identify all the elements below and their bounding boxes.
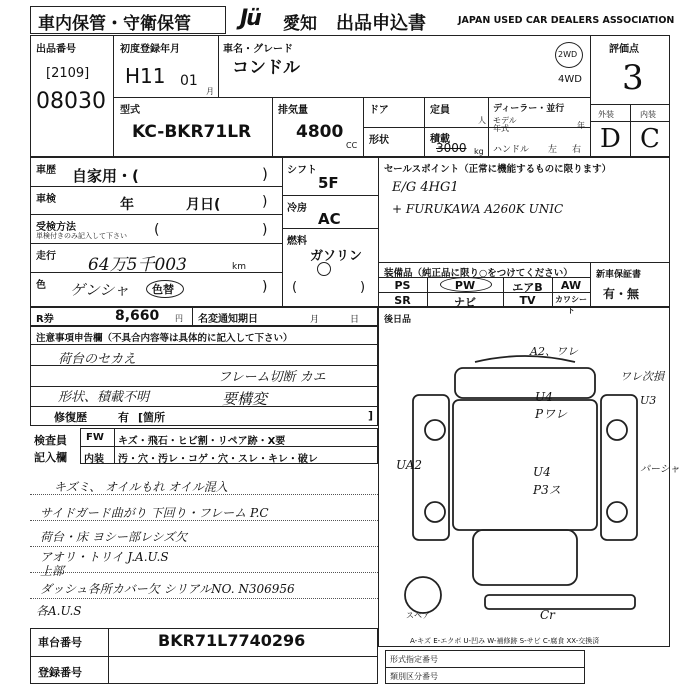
color-close: ) bbox=[262, 279, 268, 295]
repair-label: 修復歴 bbox=[54, 411, 87, 424]
handle-right: 右 bbox=[572, 145, 582, 155]
grade-score: 3 bbox=[622, 58, 644, 98]
diag-spare: スペア bbox=[406, 611, 430, 620]
diag-bottom-mark: Cr bbox=[540, 608, 555, 622]
bottom-bar bbox=[485, 595, 635, 609]
bed-outline bbox=[453, 400, 597, 530]
shift-label: シフト bbox=[287, 165, 317, 176]
fuel-close: ) bbox=[360, 280, 366, 295]
note-2: フレーム切断 カエ bbox=[218, 370, 326, 385]
interior-row-label: 内装 bbox=[84, 454, 104, 465]
equip-pw-circle bbox=[440, 277, 492, 292]
repair-close: ] bbox=[368, 409, 374, 422]
shape-label: 形状 bbox=[369, 135, 389, 146]
model-name: コンドル bbox=[232, 58, 300, 78]
capacity-unit: 人 bbox=[478, 116, 486, 125]
hand-line-6: ダッシュ各所カバー欠 シリアルNO. N306956 bbox=[40, 582, 295, 596]
lot-number: 08030 bbox=[36, 89, 106, 114]
history-close: ) bbox=[262, 165, 268, 183]
notes-label: 注意事項申告欄（不具合内容等は具体的に記入して下さい） bbox=[36, 333, 293, 344]
repair-value: 有 bbox=[118, 411, 129, 424]
right-side bbox=[601, 395, 637, 540]
cab-outline bbox=[455, 368, 595, 398]
equip-pw: PW bbox=[454, 279, 476, 292]
shift-value: 5F bbox=[318, 174, 339, 192]
dealer-label: ディーラー・並行 bbox=[493, 104, 565, 114]
warranty-label: 新車保証書 bbox=[596, 270, 642, 280]
chassis-value: BKR71L7740296 bbox=[158, 631, 306, 650]
price-label: R券 bbox=[36, 314, 54, 325]
diag-legend: A-キズ E-エクボ U-凹み W-補修跡 S-サビ C-腐食 XX-交換済 bbox=[410, 637, 600, 645]
year-unit: 年 bbox=[577, 121, 585, 130]
registration-label: 初度登録年月 bbox=[120, 44, 180, 55]
expiry-month: 月 bbox=[310, 315, 320, 325]
doors-label: ドア bbox=[369, 105, 389, 116]
wheel-rr bbox=[607, 502, 627, 522]
diag-side-right: パーシャ bbox=[640, 464, 680, 475]
interior-items: 汚・穴・汚レ・コゲ・穴・スレ・キレ・破レ bbox=[118, 454, 318, 465]
fuel-label: 燃料 bbox=[287, 236, 307, 247]
expiry-day: 日 bbox=[350, 315, 360, 325]
transfer-open: ( bbox=[154, 222, 160, 238]
registration-year: H11 bbox=[125, 64, 166, 88]
color-label: 色 bbox=[36, 280, 46, 291]
lot-label: 出品番号 bbox=[36, 44, 76, 55]
diag-u4a: U4 bbox=[535, 390, 553, 404]
chassis-label: 車台番号 bbox=[38, 636, 82, 649]
displacement-value: 4800 bbox=[296, 122, 344, 142]
displacement-unit: CC bbox=[346, 141, 358, 150]
inspection-month: 月日( bbox=[186, 197, 221, 213]
fw-label: FW bbox=[86, 432, 104, 443]
spare-icon bbox=[405, 577, 441, 613]
hand-line-1: キズミ、 オイルもれ オイル混入 bbox=[54, 480, 228, 494]
fuel-value: ガソリン bbox=[310, 249, 363, 264]
drive-2wd: 2WD bbox=[558, 50, 578, 59]
note-4: 要構変 bbox=[222, 390, 268, 408]
fuel-open: ( bbox=[292, 280, 298, 295]
transfer-close: ) bbox=[262, 222, 268, 238]
note-1: 荷台のセカえ bbox=[58, 352, 137, 367]
repaint-label: 色替 bbox=[152, 283, 174, 296]
diag-p3: P3ス bbox=[533, 483, 561, 497]
load-label: 積載 bbox=[430, 134, 450, 145]
equip-ps: PS bbox=[394, 279, 411, 292]
inspector-label: 検査員 bbox=[34, 434, 67, 447]
equip-sr: SR bbox=[394, 294, 411, 307]
equip-navi: ナビ bbox=[454, 296, 476, 309]
sales-points-label: セールスポイント（正常に機能するものに限ります） bbox=[384, 164, 612, 175]
diag-a2: A2、ワレ bbox=[530, 345, 578, 358]
inspection-label: 車検 bbox=[36, 194, 56, 205]
warranty-value: 有・無 bbox=[603, 287, 640, 301]
brand-name: 愛知 bbox=[283, 14, 317, 34]
equip-airbag: エアB bbox=[512, 281, 543, 294]
hand-line-2: サイドガード曲がり 下回り・フレーム P.C bbox=[40, 506, 269, 520]
type-label: 型式 bbox=[120, 105, 140, 116]
drive-4wd: 4WD bbox=[558, 74, 582, 85]
color-value: ゲンシャ bbox=[70, 281, 130, 299]
form-title: 出品申込書 bbox=[336, 13, 426, 34]
registration-month-unit: 月 bbox=[206, 87, 214, 96]
displacement-label: 排気量 bbox=[278, 105, 308, 116]
diag-w: ワレ次損 bbox=[620, 370, 664, 383]
interior-grade: C bbox=[640, 124, 660, 154]
price-unit: 円 bbox=[175, 314, 183, 323]
equip-aw: AW bbox=[560, 279, 582, 292]
type-value: KC-BKR71LR bbox=[132, 122, 252, 142]
fw-items: キズ・飛石・ヒビ割・リペア跡・X要 bbox=[118, 436, 286, 447]
load-value: 3000 bbox=[436, 141, 467, 155]
mileage-unit: km bbox=[232, 262, 246, 272]
wheel-fr bbox=[607, 420, 627, 440]
car-diagram bbox=[385, 340, 665, 640]
note-3: 形状、積載不明 bbox=[58, 390, 150, 405]
reg-label: 登録番号 bbox=[38, 666, 82, 679]
lot-code: [2109] bbox=[46, 66, 90, 81]
back-label: 後日品 bbox=[384, 315, 412, 325]
inspection-year: 年 bbox=[120, 197, 134, 213]
ac-value: AC bbox=[318, 210, 341, 228]
grade-label: 評価点 bbox=[609, 44, 639, 55]
diag-u3: U3 bbox=[640, 394, 657, 407]
hand-line-4: アオリ・トリイ J.A.U.S bbox=[40, 550, 169, 564]
mileage-label: 走行 bbox=[36, 251, 56, 262]
hand-line-7: 各A.U.S bbox=[36, 604, 82, 618]
transfer-label: 受検方法 bbox=[36, 222, 76, 233]
equip-leather: カワシート bbox=[555, 295, 587, 315]
repair-bracket: [箇所 bbox=[138, 411, 166, 424]
storage-label: 車内保管・守衛保管 bbox=[38, 14, 191, 34]
sales-point-1: E/G 4HG1 bbox=[392, 180, 459, 195]
load-unit: kg bbox=[474, 147, 484, 156]
wheel-rl bbox=[425, 502, 445, 522]
capacity-label: 定員 bbox=[430, 105, 450, 116]
registration-month: 01 bbox=[180, 73, 198, 89]
hand-line-3: 荷台・床 ヨシー部レシズ欠 bbox=[40, 530, 188, 544]
diag-pware: Pワレ bbox=[535, 407, 568, 421]
fuel-gauge-icon bbox=[317, 262, 331, 276]
model-year-label: モデル年式 bbox=[493, 116, 517, 133]
association-name: JAPAN USED CAR DEALERS ASSOCIATION bbox=[458, 15, 675, 26]
wheel-fl bbox=[425, 420, 445, 440]
rear-outline bbox=[473, 530, 577, 585]
equipment-label: 装備品（純正品に限り○をつけてください） bbox=[384, 268, 573, 279]
ac-label: 冷房 bbox=[287, 203, 307, 214]
diag-ua2: UA2 bbox=[396, 458, 423, 472]
exterior-label: 外装 bbox=[598, 110, 614, 119]
mileage-value: 64万5千003 bbox=[88, 255, 187, 275]
inspection-close: ) bbox=[262, 194, 268, 210]
interior-label: 内装 bbox=[640, 110, 656, 119]
expiry-label: 名変通知期日 bbox=[198, 314, 258, 325]
history-value: 自家用・( bbox=[72, 167, 139, 185]
model-label: 車名・グレード bbox=[223, 44, 293, 55]
hand-line-5: 上部 bbox=[40, 564, 65, 578]
diag-u4b: U4 bbox=[533, 465, 551, 479]
equip-tv: TV bbox=[519, 294, 536, 307]
model-spec-label: 形式指定番号 bbox=[390, 655, 438, 664]
exterior-grade: D bbox=[600, 124, 621, 154]
handle-left: 左 bbox=[548, 145, 558, 155]
logo: Jü bbox=[240, 6, 260, 31]
price-value: 8,660 bbox=[115, 308, 160, 324]
class-code-label: 類別区分番号 bbox=[390, 672, 438, 681]
entry-label: 記入欄 bbox=[34, 451, 67, 464]
handle-label: ハンドル bbox=[493, 145, 530, 155]
sales-point-2: + FURUKAWA A260K UNIC bbox=[392, 202, 564, 216]
history-label: 車歴 bbox=[36, 165, 56, 176]
transfer-note: 単検付きのみ記入して下さい bbox=[36, 232, 127, 240]
